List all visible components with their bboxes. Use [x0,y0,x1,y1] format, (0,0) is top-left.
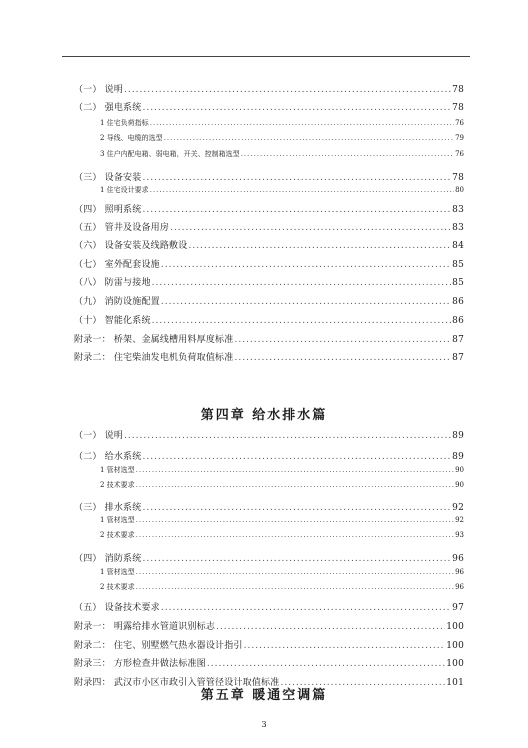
dot-leader [244,641,446,651]
toc-entry[interactable] [74,449,464,462]
entry-label: 附录四： 武汉市小区市政引入管管径设计取值标准 [74,678,280,688]
dot-leader [164,134,454,142]
chapter-5-title: 第五章 暖通空调篇 [200,688,328,703]
dot-leader [142,205,451,215]
toc-entry[interactable] [74,551,464,564]
entry-page-number: 100 [446,641,464,651]
toc-entry[interactable] [74,313,464,326]
dot-leader [136,516,454,524]
entry-page-number: 89 [452,431,464,441]
toc-entry[interactable] [74,465,464,475]
entry-label: （五） 设备技术要求 [74,603,160,613]
entry-page-number: 78 [452,173,464,183]
entry-label: （四） 消防系统 [74,554,142,564]
dot-leader [142,173,451,183]
toc-entry[interactable] [74,149,464,159]
toc-entry[interactable] [74,332,464,345]
dot-leader [188,241,451,251]
entry-page-number: 83 [452,205,464,215]
dot-leader [150,186,454,194]
dot-leader [136,481,454,489]
toc-entry[interactable] [74,515,464,525]
entry-label: （三） 排水系统 [74,503,142,513]
entry-label: 2 技术要求 [100,481,135,489]
entry-page-number: 100 [446,622,464,632]
entry-label: 1 管材选型 [100,568,135,576]
entry-label: 附录二： 住宅柴油发电机负荷取值标准 [74,353,234,363]
dot-leader [161,297,451,307]
entry-page-number: 78 [452,103,464,113]
entry-page-number: 87 [452,353,464,363]
entry-label: 附录一： 桥架、金属线槽用料厚度标准 [74,335,234,345]
toc-entry[interactable] [74,428,464,441]
entry-page-number: 84 [452,241,464,251]
entry-page-number: 85 [452,260,464,270]
dot-leader [234,353,451,363]
toc-entry[interactable] [74,257,464,270]
dot-leader [207,659,445,669]
toc-entry[interactable] [74,185,464,195]
toc-entry[interactable] [74,275,464,288]
dot-leader [136,466,454,474]
entry-page-number: 97 [452,603,464,613]
dot-leader [124,431,451,441]
entry-page-number: 85 [452,278,464,288]
entry-label: 附录二： 住宅、别墅燃气热水器设计指引 [74,641,243,651]
toc-entry[interactable] [74,656,464,669]
dot-leader [161,603,451,613]
toc-entry[interactable] [74,582,464,592]
entry-label: （一） 说明 [74,431,124,441]
entry-page-number: 79 [455,134,464,142]
entry-page-number: 90 [455,466,464,474]
dot-leader [142,452,451,462]
entry-label: （一） 说明 [74,85,124,95]
dot-leader [152,278,451,288]
entry-label: （八） 防雷与接地 [74,278,151,288]
toc-entry[interactable] [74,350,464,363]
entry-label: 2 技术要求 [100,531,135,539]
entry-page-number: 80 [455,186,464,194]
entry-page-number: 90 [455,481,464,489]
entry-page-number: 92 [452,503,464,513]
toc-entry[interactable] [74,238,464,251]
dot-leader [234,335,451,345]
dot-leader [142,503,451,513]
entry-label: 1 管材选型 [100,516,135,524]
entry-label: （四） 照明系统 [74,205,142,215]
dot-leader [142,103,451,113]
entry-label: （六） 设备安装及线路敷设 [74,241,188,251]
entry-label: （二） 强电系统 [74,103,142,113]
dot-leader [136,531,454,539]
toc-entry[interactable] [74,480,464,490]
entry-page-number: 87 [452,335,464,345]
toc-entry[interactable] [74,638,464,651]
toc-entry[interactable] [74,567,464,577]
dot-leader [136,583,454,591]
entry-page-number: 101 [446,678,464,688]
entry-page-number: 76 [455,119,464,127]
entry-label: 2 导线、电缆的选型 [100,134,163,142]
entry-page-number: 86 [452,297,464,307]
toc-entry[interactable] [74,600,464,613]
entry-page-number: 96 [452,554,464,564]
dot-leader [136,568,454,576]
entry-page-number: 96 [455,568,464,576]
entry-label: 附录一： 明露给排水管道识别标志 [74,622,216,632]
toc-entry[interactable] [74,675,464,688]
dot-leader [170,223,451,233]
entry-page-number: 83 [452,223,464,233]
dot-leader [150,119,454,127]
entry-page-number: 86 [452,316,464,326]
entry-label: （三） 设备安装 [74,173,142,183]
entry-page-number: 78 [452,85,464,95]
dot-leader [280,678,445,688]
entry-label: 1 住宅设计要求 [100,186,149,194]
entry-label: 1 住宅负荷指标 [100,119,149,127]
entry-label: 附录三： 方形检查井做法标准图 [74,659,206,669]
entry-label: （九） 消防设施配置 [74,297,160,307]
dot-leader [142,554,451,564]
entry-page-number: 92 [455,516,464,524]
toc-entry[interactable] [74,82,464,95]
toc-entry[interactable] [74,220,464,233]
dot-leader [216,622,445,632]
toc-entry[interactable] [74,170,464,183]
entry-page-number: 96 [455,583,464,591]
chapter-4-title: 第四章 给水排水篇 [200,408,328,423]
entry-page-number: 89 [452,452,464,462]
entry-page-number: 100 [446,659,464,669]
entry-page-number: 76 [455,150,464,158]
toc-entry[interactable] [74,100,464,113]
toc-entry[interactable] [74,619,464,632]
page-number: 3 [261,720,267,729]
toc-entry[interactable] [74,530,464,540]
toc-entry[interactable] [74,500,464,513]
dot-leader [152,316,451,326]
entry-label: （二） 给水系统 [74,452,142,462]
dot-leader [241,150,454,158]
entry-label: （五） 管井及设备用房 [74,223,170,233]
toc-entry[interactable] [74,294,464,307]
toc-entry[interactable] [74,202,464,215]
toc-entry[interactable] [74,118,464,128]
entry-page-number: 93 [455,531,464,539]
entry-label: 3 住户内配电箱、弱电箱，开关、控制箱选型 [100,150,240,158]
dot-leader [124,85,451,95]
entry-label: （七） 室外配套设施 [74,260,160,270]
entry-label: 2 技术要求 [100,583,135,591]
dot-leader [161,260,451,270]
entry-label: 1 管材选型 [100,466,135,474]
entry-label: （十） 智能化系统 [74,316,151,326]
toc-entry[interactable] [74,133,464,143]
